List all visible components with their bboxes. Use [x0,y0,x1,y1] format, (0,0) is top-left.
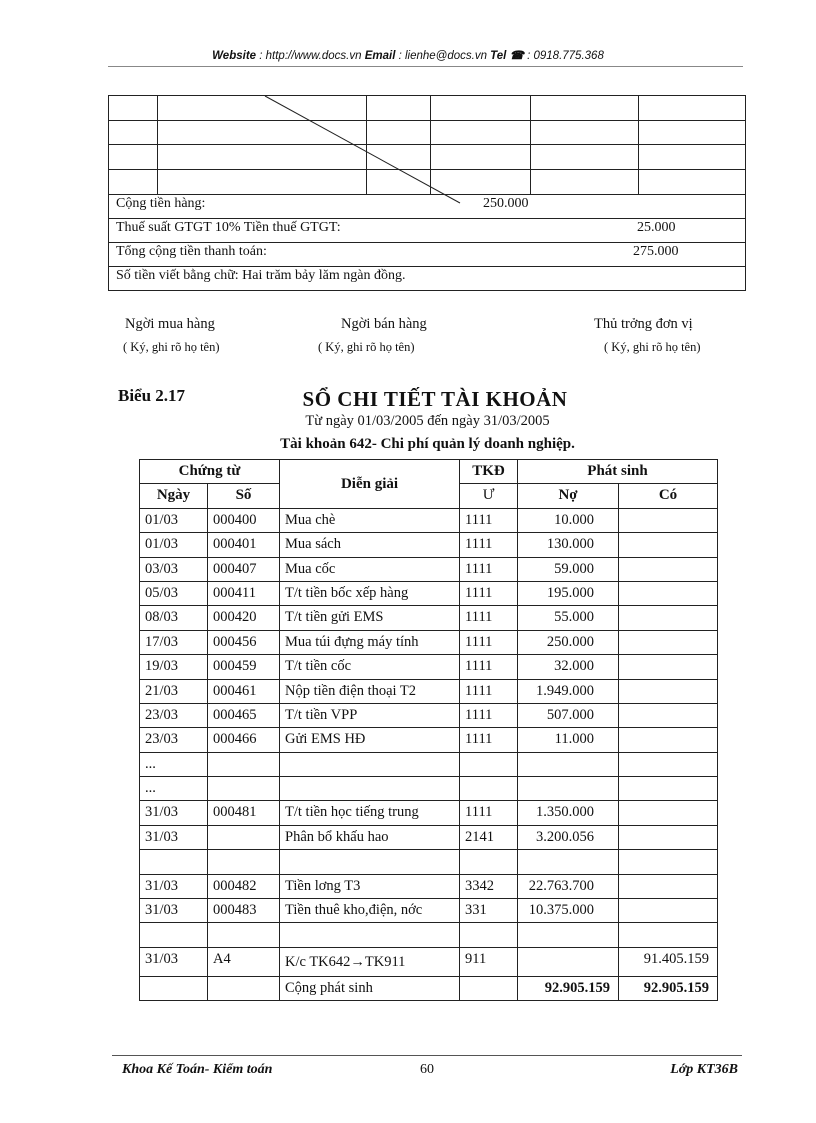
cell-number [208,850,280,874]
website-value: : http://www.docs.vn [256,50,365,62]
tel-value: : 0918.775.368 [523,50,604,62]
page-header [0,48,816,62]
subtotal-label: Cộng tiền hàng: [116,196,206,211]
table-row [140,508,718,532]
cell-debit [518,947,619,976]
cell-account: 1111 [460,533,518,557]
cell-credit [619,825,718,849]
cell-number: 000401 [208,533,280,557]
buyer-note: ( Ký, ghi rõ họ tên) [123,340,220,354]
cell-date: 31/03 [140,899,208,923]
cell-credit [619,557,718,581]
form-label: Biểu 2.17 [118,386,186,405]
cell-date: 05/03 [140,581,208,605]
cell-number [208,825,280,849]
cell-description: Mua túi đựng máy tính [280,630,460,654]
cell-date: 03/03 [140,557,208,581]
cell-debit: 195.000 [518,581,619,605]
cell-credit [619,801,718,825]
cell-description: T/t tiền cốc [280,655,460,679]
buyer-title: Ngời mua hàng [125,316,215,332]
cell-credit [619,655,718,679]
head-title: Thủ trởng đơn vị [594,316,693,332]
cell-debit: 10.375.000 [518,899,619,923]
cell-description: Mua sách [280,533,460,557]
cell-credit [619,874,718,898]
footer-class: Lớp KT36B [670,1062,738,1077]
cell-debit: 1.949.000 [518,679,619,703]
cell-number: 000465 [208,703,280,727]
cell-credit [619,899,718,923]
amount-header: Phát sinh [518,460,718,484]
table-row [140,947,718,976]
cell-description: K/c TK642→TK911 [280,947,460,976]
cell-credit [619,703,718,727]
number-header: Số [208,484,280,508]
cell-date: 31/03 [140,825,208,849]
cell-credit [619,508,718,532]
cell-credit [619,728,718,752]
cell-number: 000482 [208,874,280,898]
seller-note: ( Ký, ghi rõ họ tên) [318,340,415,354]
tel-label: Tel [490,50,507,62]
ledger-title: SỔ CHI TIẾT TÀI KHOẢN [302,387,568,411]
cell-credit [619,606,718,630]
table-row [140,703,718,727]
cell-account: 1111 [460,703,518,727]
account-prefix: Tài khoản [280,436,350,452]
vat-label: Thuế suất GTGT 10% Tiền thuế GTGT: [116,220,341,235]
description-header: Diễn giải [280,460,460,509]
cell-date: 31/03 [140,947,208,976]
table-row [140,533,718,557]
cell-number: 000411 [208,581,280,605]
cell-debit [518,752,619,776]
cell-debit [518,777,619,801]
email-label: Email [364,50,396,62]
cell-credit [619,752,718,776]
table-row [140,581,718,605]
cell-description: T/t tiền học tiếng trung [280,801,460,825]
cell-account [460,777,518,801]
table-row [140,557,718,581]
table-row [140,825,718,849]
account-heading [0,436,816,453]
cell-account [460,850,518,874]
contra-header-1: TKĐ [460,460,518,484]
cell-account: 1111 [460,606,518,630]
cell-credit: 91.405.159 [619,947,718,976]
total-label: Cộng phát sinh [280,976,460,1000]
contra-header-2: Ư [460,484,518,508]
cell-debit: 59.000 [518,557,619,581]
cell-date: 31/03 [140,874,208,898]
cell-debit: 10.000 [518,508,619,532]
date-header: Ngày [140,484,208,508]
table-row [140,728,718,752]
cell-number: 000483 [208,899,280,923]
cell-number: 000481 [208,801,280,825]
cell-account: 2141 [460,825,518,849]
footer-divider [112,1055,742,1056]
cell-debit: 32.000 [518,655,619,679]
cell-account: 1111 [460,557,518,581]
cell-debit: 1.350.000 [518,801,619,825]
debit-header: Nợ [518,484,619,508]
credit-header: Có [619,484,718,508]
cell-number: 000459 [208,655,280,679]
cell-number [208,752,280,776]
cell-number: 000400 [208,508,280,532]
cell-debit: 22.763.700 [518,874,619,898]
cell-description [280,752,460,776]
cell-debit: 130.000 [518,533,619,557]
cell-description: Gửi EMS HĐ [280,728,460,752]
cell-credit [619,581,718,605]
table-row [140,850,718,874]
cell-credit [619,679,718,703]
total-credit: 92.905.159 [619,976,718,1000]
page-number: 60 [420,1062,434,1077]
account-suffix: - Chi phí quản lý doanh nghiệp. [371,436,575,452]
amount-in-words: Số tiền viết bằng chữ: Hai trăm bảy lăm ngàn đồng. [116,268,406,283]
cell-date [140,850,208,874]
table-row [140,655,718,679]
cell-account: 331 [460,899,518,923]
cell-credit [619,777,718,801]
voucher-header: Chứng từ [140,460,280,484]
cell-debit: 250.000 [518,630,619,654]
cell-account: 1111 [460,630,518,654]
table-row [140,752,718,776]
cell-date: 19/03 [140,655,208,679]
cell-description: Mua cốc [280,557,460,581]
cell-debit: 11.000 [518,728,619,752]
seller-title: Ngời bán hàng [341,316,427,332]
cell-date: 01/03 [140,533,208,557]
table-row [140,606,718,630]
table-row [140,923,718,947]
cell-account: 1111 [460,679,518,703]
cell-number: 000420 [208,606,280,630]
strike-diagonal [108,95,746,291]
cell-debit: 3.200.056 [518,825,619,849]
cell-date: ... [140,777,208,801]
cell-description: T/t tiền VPP [280,703,460,727]
cell-description: Nộp tiền điện thoại T2 [280,679,460,703]
cell-account: 1111 [460,728,518,752]
head-note: ( Ký, ghi rõ họ tên) [604,340,701,354]
cell-number: A4 [208,947,280,976]
table-row [140,777,718,801]
cell-account: 1111 [460,801,518,825]
table-row [140,801,718,825]
cell-account: 1111 [460,655,518,679]
cell-number [208,777,280,801]
cell-number: 000461 [208,679,280,703]
cell-description: Tiền lơng T3 [280,874,460,898]
cell-date: 23/03 [140,703,208,727]
cell-description: Mua chè [280,508,460,532]
cell-debit: 55.000 [518,606,619,630]
cell-credit [619,533,718,557]
cell-number: 000407 [208,557,280,581]
table-row [140,630,718,654]
cell-account: 911 [460,947,518,976]
website-label: Website [212,50,257,62]
cell-number: 000456 [208,630,280,654]
vat-value: 25.000 [637,220,676,235]
invoice-table [108,95,746,291]
table-row [140,874,718,898]
total-row [140,976,718,1000]
cell-number: 000466 [208,728,280,752]
cell-date: 01/03 [140,508,208,532]
cell-description: Tiền thuê kho,điện, nớc [280,899,460,923]
cell-description: T/t tiền bốc xếp hàng [280,581,460,605]
cell-debit [518,850,619,874]
cell-credit [619,630,718,654]
date-range: Từ ngày 01/03/2005 đến ngày 31/03/2005 [305,413,550,429]
total-value: 275.000 [633,244,679,259]
subtotal-value: 250.000 [483,196,529,211]
total-debit: 92.905.159 [518,976,619,1000]
header-divider [108,66,743,67]
table-row [140,679,718,703]
cell-account [460,752,518,776]
cell-debit: 507.000 [518,703,619,727]
email-value: : lienhe@docs.vn [395,50,491,62]
cell-date: 17/03 [140,630,208,654]
total-label: Tổng cộng tiền thanh toán: [116,244,267,259]
cell-date: ... [140,752,208,776]
cell-account: 3342 [460,874,518,898]
cell-account: 1111 [460,508,518,532]
cell-date: 23/03 [140,728,208,752]
cell-description [280,777,460,801]
cell-date: 21/03 [140,679,208,703]
cell-account: 1111 [460,581,518,605]
ledger-body [140,508,718,898]
table-row [140,899,718,923]
phone-icon: ☎ [509,50,524,62]
cell-description [280,850,460,874]
cell-credit [619,850,718,874]
cell-description: T/t tiền gửi EMS [280,606,460,630]
account-number: 642 [349,436,372,452]
footer-department: Khoa Kế Toán- Kiểm toán [122,1062,273,1077]
cell-date: 08/03 [140,606,208,630]
cell-date: 31/03 [140,801,208,825]
cell-description: Phân bổ khấu hao [280,825,460,849]
ledger-table [139,459,718,1001]
